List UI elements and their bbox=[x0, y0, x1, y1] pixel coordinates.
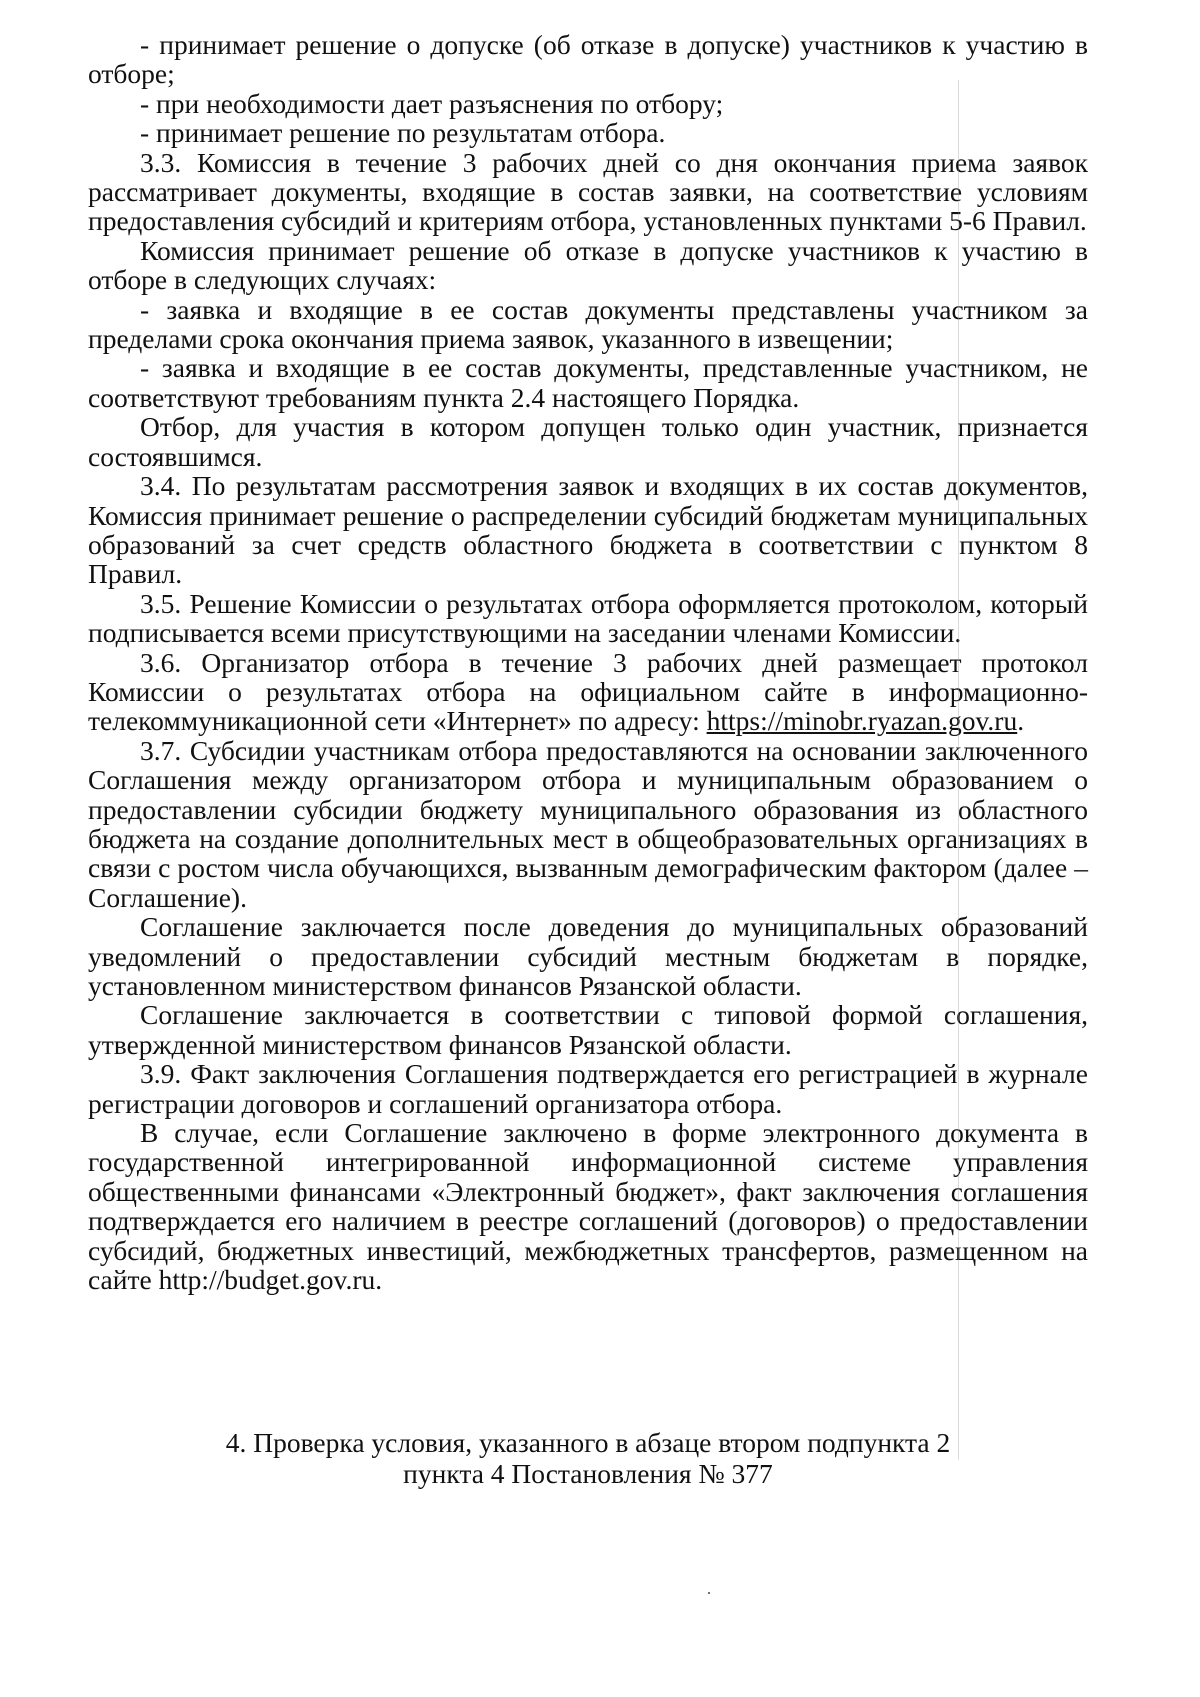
paragraph-3-9: 3.9. Факт заключения Соглашения подтверждается его регистрацией в журнале регистрации договоров и соглашений организатора отбора. bbox=[88, 1058, 1088, 1119]
paragraph-3-6 bbox=[88, 648, 1088, 736]
section-4-heading-line1: 4. Проверка условия, указанного в абзаце втором подпункта 2 bbox=[225, 1427, 951, 1458]
scan-fold-line bbox=[958, 80, 959, 1460]
paragraph-3-7: 3.7. Субсидии участникам отбора предоставляются на основании заключенного Соглашения между организатором отбора и муниципальным образованием о предоставлении субсидии бюджету муниципального образования из областного бюджета на создание дополнительных мест в общеобразовательных организациях в связи с ростом числа обучающихся, вызванным демографическим фактором (далее – Соглашение). bbox=[88, 734, 1088, 913]
paragraph-3-5: 3.5. Решение Комиссии о результатах отбора оформляется протоколом, который подписывается всеми присутствующими на заседании членами Комиссии. bbox=[88, 587, 1088, 649]
paragraph-bullet-decision: - принимает решение по результатам отбора. bbox=[140, 117, 666, 149]
paragraph-3-6-end: . bbox=[1017, 705, 1025, 737]
paragraph-agreement-form: Соглашение заключается в соответствии с типовой формой соглашения, утвержденной министерством финансов Рязанской области. bbox=[88, 999, 1088, 1060]
document-body bbox=[88, 30, 1088, 1294]
paragraph-3-4: 3.4. По результатам рассмотрения заявок и входящих в их состав документов, Комиссия принимает решение о распределении субсидий бюджетам муниципальных образований за счет средств областного бюджета в соответствии с пунктом 8 Правил. bbox=[88, 470, 1088, 590]
paragraph-case-late: - заявка и входящие в ее состав документы представлены участником за пределами срока окончания приема заявок, указанного в извещении; bbox=[88, 293, 1088, 355]
paragraph-case-noncompliant: - заявка и входящие в ее состав документы, представленные участником, не соответствуют требованиям пункта 2.4 настоящего Порядка. bbox=[88, 352, 1088, 413]
paragraph-single-participant: Отбор, для участия в котором допущен только один участник, признается состоявшимся. bbox=[88, 411, 1088, 472]
paragraph-refusal-cases: Комиссия принимает решение об отказе в допуске участников к участию в отборе в следующих случаях: bbox=[88, 234, 1088, 296]
paragraph-electronic-budget: В случае, если Соглашение заключено в форме электронного документа в государственной интегрированной информационной системе управления общественными финансами «Электронный бюджет», факт заключения соглашения подтверждается его наличием в реестре соглашений (договоров) о предоставлении субсидий, бюджетных инвестиций, межбюджетных трансфертов, размещенном на сайте http://budget.gov.ru. bbox=[88, 1117, 1088, 1296]
minobr-link[interactable]: https://minobr.ryazan.gov.ru bbox=[706, 705, 1018, 737]
section-4-heading bbox=[88, 1427, 1088, 1489]
paragraph-3-3: 3.3. Комиссия в течение 3 рабочих дней со дня окончания приема заявок рассматривает документы, входящие в состав заявки, на соответствие условиям предоставления субсидий и критериям отбора, установленных пунктами 5-6 Правил. bbox=[88, 146, 1088, 237]
paragraph-bullet-admission: - принимает решение о допуске (об отказе в допуске) участников к участию в отборе; bbox=[88, 29, 1088, 90]
scan-speck bbox=[708, 1592, 710, 1594]
section-4-heading-line2: пункта 4 Постановления № 377 bbox=[403, 1458, 773, 1489]
paragraph-agreement-conclusion: Соглашение заключается после доведения до муниципальных образований уведомлений о предоставлении субсидий местным бюджетам в порядке, установленном министерством финансов Рязанской области. bbox=[88, 911, 1088, 1001]
paragraph-3-6-text: 3.6. Организатор отбора в течение 3 рабочих дней размещает протокол Комиссии о результатах отбора на официальном сайте в информационно-телекоммуникационной сети «Интернет» по адресу: bbox=[88, 646, 1088, 737]
paragraph-bullet-explanations: - при необходимости дает разъяснения по отбору; bbox=[140, 87, 724, 119]
